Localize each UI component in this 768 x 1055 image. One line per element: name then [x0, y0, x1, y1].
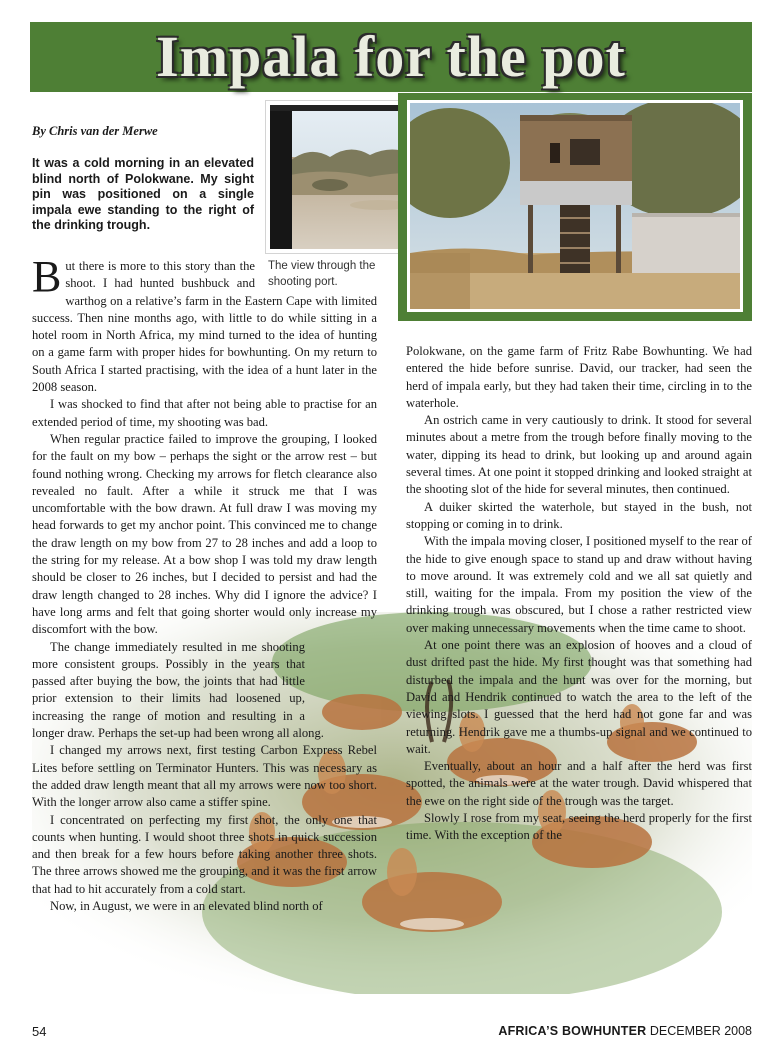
- dropcap: B: [32, 252, 62, 301]
- byline: By Chris van der Merwe: [32, 124, 158, 138]
- body-paragraph: An ostrich came in very cautiously to drink. It stood for several minutes about a metre from the trough before finally moving to the water, dipping its head to drink, but looking up and around again several times. At one point it stopped drinking and looked straight at the shooting slot of the hide for several minutes, then continued.: [406, 413, 752, 497]
- body-paragraph: The change immediately resulted in me shooting more consistent groups. Possibly in the years that passed after buying the bow, the joints that had little prior extension to their limits had loosened up, increasing the range of motion and resulting in a longer draw. Perhaps the set-up had been wrong all along.: [32, 639, 324, 741]
- elevated-hide-photo: [410, 103, 740, 309]
- lead-paragraph: It was a cold morning in an elevated blind north of Polokwane. My sight pin was positioned on a single impala ewe standing to the right of the drinking trough.: [32, 156, 254, 232]
- body-paragraph: At one point there was an explosion of hooves and a cloud of dust drifted past the hide. My first thought was that something had disturbed the impala and the hunt was over for the morning, but David and Hendrik continued to watch the area to the left of the viewing slots. I guessed that the herd had not gone far and was returning. Hendrik gave me a thumbs-up signal and we continued to wait.: [406, 638, 752, 756]
- article-title: Impala for the pot: [156, 24, 626, 89]
- body-paragraph: I changed my arrows next, first testing Carbon Express Rebel Lites before settling on Terminator Hunters. This was necessary as the added draw length meant that all my arrows were now too short. With the longer arrow also came a stiffer spine.: [32, 743, 377, 810]
- body-paragraph: Eventually, about an hour and a half after the herd was first spotted, the animals were at the water trough. David whispered that the ewe on the right side of the trough was the target.: [406, 759, 752, 808]
- body-paragraph: When regular practice failed to improve the grouping, I looked for the fault on my bow – perhaps the sight or the arrow rest – but found nothing wrong. Checking my arrows for fletch clearance also revealed no fault. After a while it struck me that I was uncomfortable with the bow drawn. At full draw I was moving my head forwards to get my anchor point. This convinced me to change the draw length on my bow from 27 to 28 inches and add a loop to the string for my release. At a bow shop I was told my draw length should be closer to 26 inches, but I decided to persist and had the draw length changed to 28 inches. Why did I ignore the advice? I have long arms and felt that going shorter would only increase my discomfort with the bow.: [32, 431, 377, 637]
- body-paragraph: Polokwane, on the game farm of Fritz Rabe Bowhunting. We had entered the hide before sunrise. David, our tracker, had seen the herd of impala early, but they had taken their time, circling in to the waterhole.: [406, 344, 752, 410]
- magazine-name: AFRICA’S BOWHUNTER: [498, 1024, 647, 1038]
- body-paragraph: A duiker skirted the waterhole, but stayed in the bush, not stopping or coming in to drink.: [406, 499, 752, 531]
- body-paragraph: With the impala moving closer, I positioned myself to the rear of the hide to give enough space to stand up and draw without having to move around. It was extremely cold and we all sat quietly and still, waiting for the impala. From my position the view of the drinking trough was obscured, but I chose a rather restricted view over making unnecessary movements when the time came to shoot.: [406, 534, 752, 635]
- left-column-text: [32, 252, 377, 915]
- issue-date: DECEMBER 2008: [649, 1024, 752, 1038]
- body-paragraph: ut there is more to this story than the shoot. I had hunted bushbuck and warthog on a relative’s farm in the Eastern Cape with limited success. Then nine months ago, with little to do while sitting in a hotel room in North Africa, my mind turned to the idea of hunting on a game farm with proper hides for bowhunting. On my return to South Africa I started practising, with the idea of a hunt later in the 2008 season.: [32, 259, 377, 395]
- magazine-footer: [498, 1024, 752, 1038]
- body-paragraph: Now, in August, we were in an elevated blind north of: [50, 898, 323, 913]
- body-paragraph: I was shocked to find that after not being able to practise for an extended period of time, my shooting was bad.: [32, 397, 377, 429]
- right-column-text: [406, 343, 752, 845]
- page-number: 54: [32, 1024, 47, 1039]
- body-paragraph: I concentrated on perfecting my first shot, the only one that counts when hunting. I would shoot three shots in quick succession and then break for a few hours before taking another three shots. The three arrows showed me the grouping, and it was the first arrow that had to hit accurately from a cold start.: [32, 812, 377, 896]
- hide-photo-frame: [398, 93, 752, 321]
- photo-caption: The view through the shooting port.: [268, 260, 376, 288]
- title-banner: [30, 22, 752, 92]
- body-paragraph: Slowly I rose from my seat, seeing the herd properly for the first time. With the exception of the: [406, 811, 752, 843]
